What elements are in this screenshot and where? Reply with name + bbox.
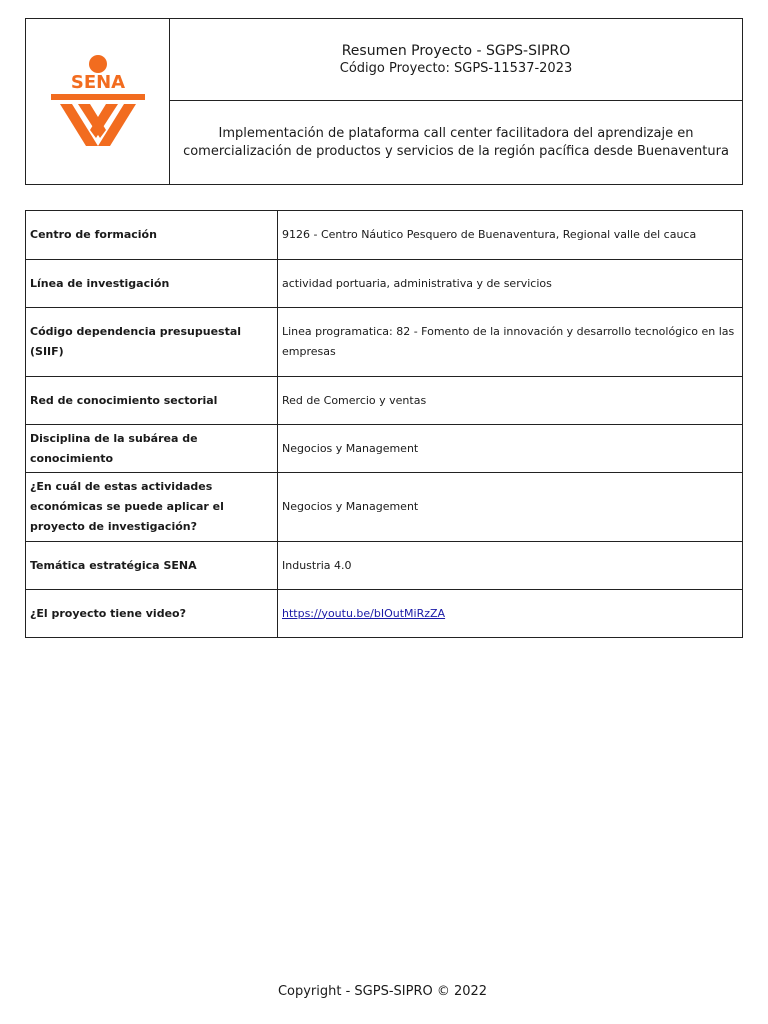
table-row [26, 308, 743, 377]
table-row [26, 211, 743, 260]
project-header [25, 18, 743, 185]
row-value: Negocios y Management [278, 425, 743, 473]
row-value-cell [278, 590, 743, 638]
table-row [26, 377, 743, 425]
project-description: Implementación de plataforma call center facilitadora del aprendizaje en comercialización de productos y servicios de la región pacífica desde Buenaventura [183, 125, 729, 159]
row-label: ¿El proyecto tiene video? [26, 590, 278, 638]
row-label: Código dependencia presupuestal (SIIF) [26, 308, 278, 377]
row-value: Linea programatica: 82 - Fomento de la innovación y desarrollo tecnológico en las empresas [278, 308, 743, 377]
logo-cell [26, 19, 170, 184]
project-info-table [25, 210, 743, 638]
row-label: Centro de formación [26, 211, 278, 260]
row-label: Disciplina de la subárea de conocimiento [26, 425, 278, 473]
video-link[interactable]: https://youtu.be/bIOutMiRzZA [282, 606, 446, 620]
sena-logo [48, 54, 148, 149]
table-row [26, 260, 743, 308]
footer-copyright: Copyright - SGPS-SIPRO © 2022 [277, 984, 488, 999]
table-row [26, 425, 743, 473]
document-title: Resumen Proyecto - SGPS-SIPRO [341, 43, 571, 59]
sena-logo-text: SENA [70, 72, 125, 93]
row-value: Negocios y Management [278, 473, 743, 542]
row-value: 9126 - Centro Náutico Pesquero de Buenaventura, Regional valle del cauca [278, 211, 743, 260]
row-label: Red de conocimiento sectorial [26, 377, 278, 425]
table-row [26, 542, 743, 590]
row-label: Línea de investigación [26, 260, 278, 308]
project-code: Código Proyecto: SGPS-11537-2023 [339, 61, 573, 76]
row-value: Red de Comercio y ventas [278, 377, 743, 425]
table-row [26, 473, 743, 542]
row-value: actividad portuaria, administrativa y de servicios [278, 260, 743, 308]
row-value: Industria 4.0 [278, 542, 743, 590]
row-label: Temática estratégica SENA [26, 542, 278, 590]
row-label: ¿En cuál de estas actividades económicas se puede aplicar el proyecto de investigación? [26, 473, 278, 542]
table-row [26, 590, 743, 638]
